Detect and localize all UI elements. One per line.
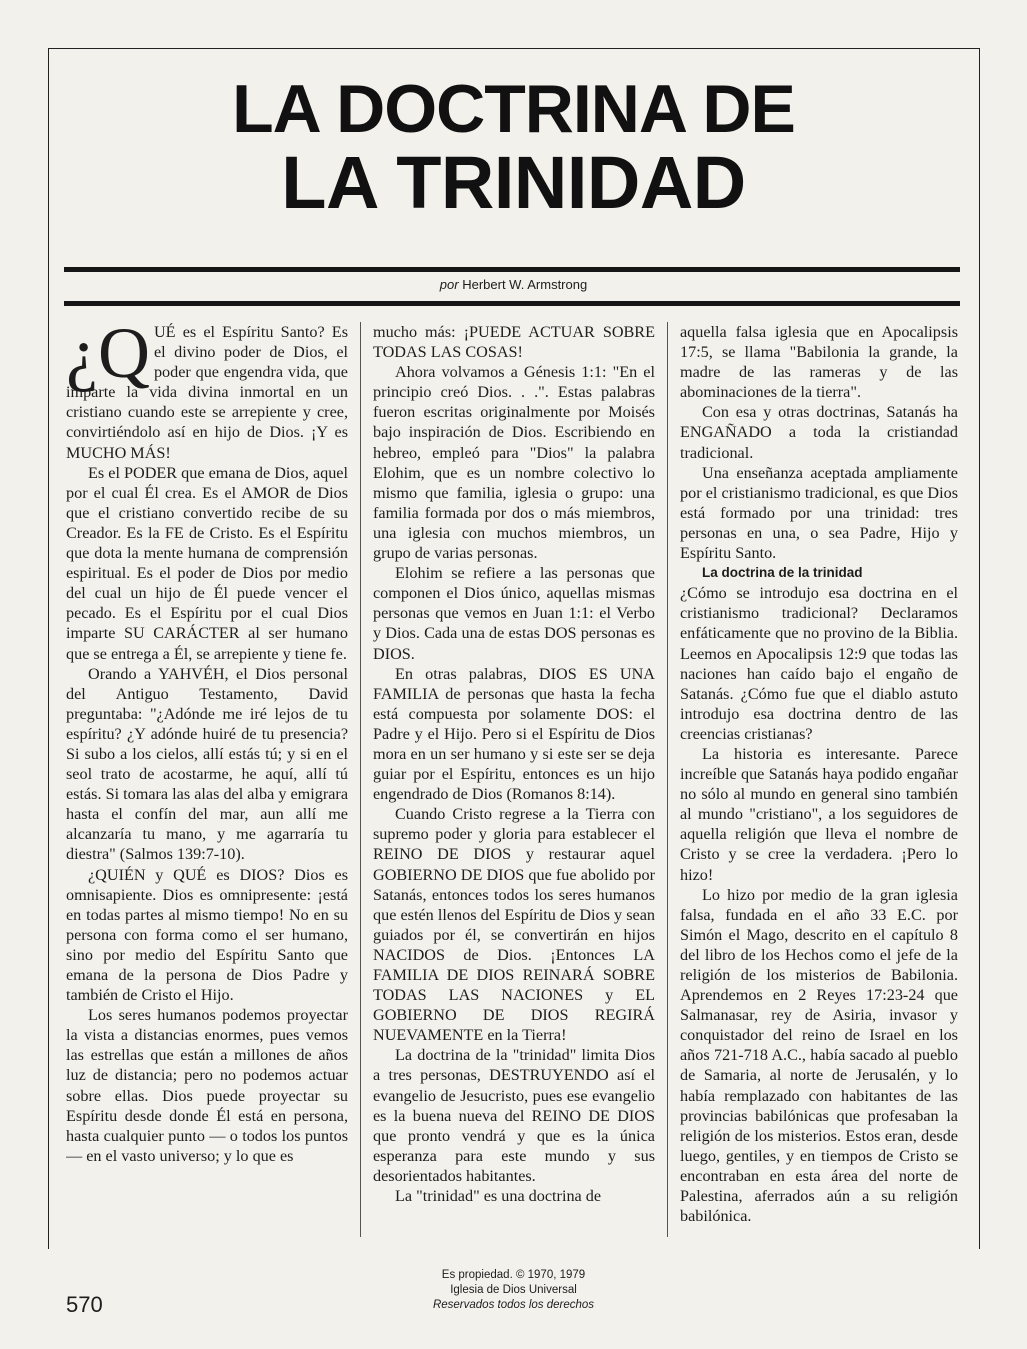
paragraph: Con esa y otras doctrinas, Satanás ha ENGAÑADO a toda la cristiandad tradicional. — [680, 403, 958, 462]
column-1 — [66, 322, 348, 1237]
drop-cap: ¿Q — [66, 322, 150, 393]
copyright-footer — [0, 1268, 1027, 1313]
paragraph: ¿QUIÉN y QUÉ es DIOS? Dios es omnisapiente. Dios es omnipresente: ¡está en todas partes al mismo tiempo! No en su persona con forma como el ser humano, sino por medio del Espíritu Santo que emana de la persona de Dios Padre y también de Cristo el Hijo. — [66, 865, 348, 1005]
byline-prefix: por — [439, 277, 459, 292]
paragraph: ¿Q UÉ es el Espíritu Santo? Es el divino poder de Dios, el poder que engendra vida, que imparte la vida divina inmortal en un cristiano cuando este se arrepiente y cree, convirtiéndolo así en hijo de Dios. ¡Y es MUCHO MÁS! — [66, 322, 348, 462]
paragraph: Lo hizo por medio de la gran iglesia falsa, fundada en el año 33 E.C. por Simón el Mago, descrito en el capítulo 8 del libro de los Hechos como el jefe de la religión de los misterios de Babilonia. Aprendemos en 2 Reyes 17:23-24 que Salmanasar, rey de Asiria, invasor y conquistador del reino de Israel en los años 721-718 A.C., había sacado al pueblo de Samaria, al norte de Jerusalén, y lo había remplazado con habitantes de las provincias babilónicas que profesaban la religión de los misterios. Estos eran, desde luego, gentiles, y en tiempos de Cristo se encontraban en esta área del norte de Palestina, aferrados aún a su religión babilónica. — [680, 885, 958, 1226]
paragraph: Una enseñanza aceptada ampliamente por el cristianismo tradicional, es que Dios está formado por una trinidad: tres personas en una, o sea Padre, Hijo y Espíritu Santo. — [680, 463, 958, 563]
paragraph: Es el PODER que emana de Dios, aquel por el cual Él crea. Es el AMOR de Dios que el cristiano convertido recibe de su Creador. Es la FE de Cristo. Es el Espíritu que dota la mente humana de comprensión espiritual. Es el poder de Dios por medio del cual un hijo de Él puede vencer el pecado. Es el Espíritu por el cual Dios imparte SU CARÁCTER al ser humano que se entrega a Él, se arrepiente y tiene fe. — [66, 463, 348, 663]
top-rule — [64, 267, 960, 272]
paragraph: Elohim se refiere a las personas que componen el Dios único, aquellas mismas personas que vemos en Juan 1:1: el Verbo y Dios. Cada una de estas DOS personas es DIOS. — [373, 564, 655, 663]
paragraph: aquella falsa iglesia que en Apocalipsis 17:5, se llama "Babilonia la grande, la madre de las rameras y de las abominaciones de la tierra". — [680, 323, 958, 402]
section-subheading: La doctrina de la trinidad — [702, 565, 863, 581]
article-title-line2: LA TRINIDAD — [281, 141, 746, 224]
column-divider — [360, 322, 361, 1237]
paragraph: La historia es interesante. Parece increíble que Satanás haya podido engañar no sólo al mundo en general sino también al mundo "cristiano", a los seguidores de aquella religión que lleva el nombre de Cristo y se cree la verdadera. ¡Pero lo hizo! — [680, 744, 958, 884]
paragraph: La doctrina de la "trinidad" limita Dios a tres personas, DESTRUYENDO así el evangelio de Jesucristo, pues ese evangelio es la buena nueva del REINO DE DIOS que pronto vendrá y que es la única esperanza para este mundo y sus desorientados habitantes. — [373, 1046, 655, 1185]
rights-line: Reservados todos los derechos — [432, 1299, 595, 1311]
page-number: 570 — [66, 1292, 103, 1317]
paragraph: mucho más: ¡PUEDE ACTUAR SOBRE TODAS LAS COSAS! — [373, 323, 655, 362]
paragraph: Ahora volvamos a Génesis 1:1: "En el principio creó Dios. . .". Estas palabras fueron escritas originalmente por Moisés bajo inspiración de Dios. Escribiendo en hebreo, empleó para "Dios" la palabra Elohim, que es un nombre colectivo lo mismo que familia, iglesia o grupo: una familia formada por dos o más miembros, una iglesia con muchos miembros, un grupo de varias personas. — [373, 363, 655, 563]
paragraph: La "trinidad" es una doctrina de — [395, 1187, 602, 1206]
copyright-line: Es propiedad. © 1970, 1979 — [441, 1269, 586, 1281]
bottom-rule — [64, 301, 960, 306]
article-title-line1: LA DOCTRINA DE — [232, 71, 795, 147]
publisher-line: Iglesia de Dios Universal — [450, 1284, 577, 1296]
paragraph: Orando a YAHVÉH, el Dios personal del Antiguo Testamento, David preguntaba: "¿Adónde me iré lejos de tu espíritu? ¿Y adónde huiré de tu presencia? Si subo a los cielos, allí estás tú; y si en el seol trato de acostarme, he aquí, allí tú estás. Si tomara las alas del alba y emigrara hasta el confín del mar, aun allí me alcanzaría tu mano, y me agarraría tu diestra" (Salmos 139:7-10). — [66, 664, 348, 864]
paragraph: ¿Cómo se introdujo esa doctrina en el cristianismo tradicional? Declaramos enfáticamente que no provino de la Biblia. Leemos en Apocalipsis 12:9 que todas las naciones han caído bajo el engaño de Satanás. ¿Cómo fue que el diablo astuto introdujo esa doctrina dentro de las creencias cristianas? — [680, 584, 958, 743]
paragraph: Los seres humanos podemos proyectar la vista a distancias enormes, pues vemos las estrellas que están a millones de años luz de distancia; pero no podemos actuar sobre ellas. Dios puede proyectar su Espíritu desde donde Él está en persona, hasta cualquier punto — o todos los puntos — en el vasto universo; y lo que es — [66, 1006, 348, 1165]
column-2 — [373, 322, 655, 1237]
paragraph: Cuando Cristo regrese a la Tierra con supremo poder y gloria para establecer el REINO DE DIOS y restaurar aquel GOBIERNO DE DIOS que fue abolido por Satanás, entonces todos los seres humanos que estén llenos del Espíritu de Dios y sean guiados por él, se convertirán en hijos NACIDOS de Dios. ¡Entonces LA FAMILIA DE DIOS REINARÁ SOBRE TODAS LAS NACIONES y EL GOBIERNO DE DIOS REGIRÁ NUEVAMENTE en la Tierra! — [373, 805, 655, 1045]
column-3 — [680, 322, 958, 1237]
byline-author: Herbert W. Armstrong — [462, 277, 588, 292]
byline — [0, 277, 1027, 292]
paragraph: En otras palabras, DIOS ES UNA FAMILIA de personas que hasta la fecha está compuesta por solamente DOS: el Padre y el Hijo. Pero si el Espíritu de Dios mora en un ser humano y si este ser se deja guiar por el Espíritu, entonces es un hijo engendrado de Dios (Romanos 8:14). — [373, 664, 655, 804]
column-divider — [667, 322, 668, 1237]
